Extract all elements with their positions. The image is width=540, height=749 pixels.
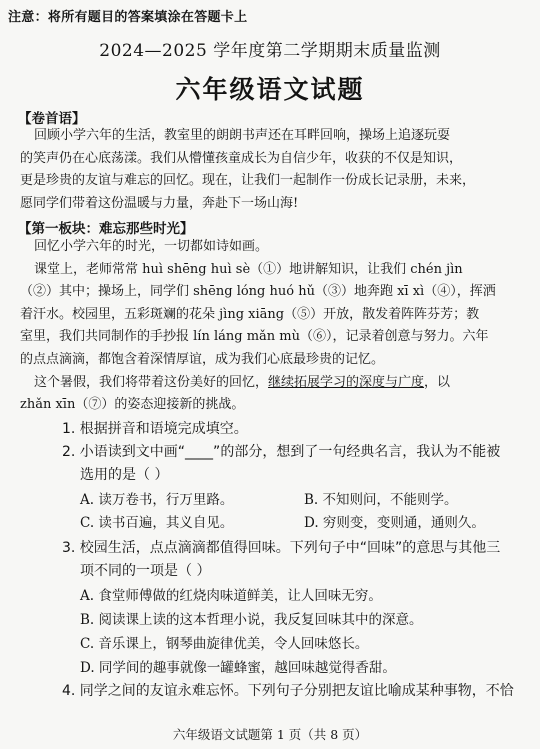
intro-line: 更是珍贵的友谊与难忘的回忆。现在，让我们一起制作一份成长记录册，未来， (20, 173, 476, 189)
section-1-line: 室里，我们共同制作的手抄报 lín láng mǎn mù（⑥），记录着创意与努力。六年 (20, 329, 489, 345)
q2-option-c[interactable]: C. 读书百遍，其义自见。 (80, 515, 234, 531)
intro-paragraph (20, 125, 524, 215)
section-1-line: 回忆小学六年的时光，一切都如诗如画。 (34, 239, 269, 254)
q3-option-a[interactable]: A. 食堂师傅做的红烧肉味道鲜美，让人回味无穷。 (80, 588, 382, 604)
question-1: 1. 根据拼音和语境完成填空。 (62, 421, 248, 437)
q3-option-d[interactable]: D. 同学间的趣事就像一罐蜂蜜，越回味越觉得香甜。 (80, 660, 396, 676)
section-1-closing (34, 372, 524, 395)
section-1-paragraph (20, 236, 524, 417)
answer-notice: 注意：将所有题目的答案填涂在答题卡上 (8, 10, 248, 25)
question-2-stem-cont: 选用的是（ ） (80, 467, 169, 483)
section-1-line: 的点点滴滴，都饱含着深情厚谊，成为我们心底最珍贵的记忆。 (20, 351, 385, 367)
question-3 (62, 537, 524, 583)
question-2 (62, 441, 524, 487)
q2-option-b[interactable]: B. 不知则问，不能则学。 (304, 492, 458, 508)
intro-heading: 【卷首语】 (18, 111, 86, 127)
closing-text: 这个暑假，我们将带着这份美好的回忆， (34, 374, 269, 390)
question-3-stem: 3. 校园生活，点点滴滴都值得回味。下列句子中“回味”的意思与其他三 (62, 540, 501, 556)
exam-title: 2024—2025 学年度第二学期期末质量监测 (99, 41, 441, 61)
q2-option-d[interactable]: D. 穷则变，变则通，通则久。 (304, 515, 485, 531)
q3-option-c[interactable]: C. 音乐课上，钢琴曲旋律优美，令人回味悠长。 (80, 636, 369, 652)
question-4-stem: 4. 同学之间的友谊永难忘怀。下列句子分别把友谊比喻成某种事物，不恰 (62, 683, 514, 699)
page-footer: 六年级语文试题第 1 页（共 8 页） (172, 727, 368, 742)
question-2-stem: 2. 小语读到文中画“____”的部分，想到了一句经典名言，我认为不能被 (62, 444, 501, 460)
section-1-line: （②）其中；操场上，同学们 shēng lóng huó hǔ（③）地奔跑 xī xì（④），挥洒 (20, 284, 496, 300)
intro-line: 回顾小学六年的生活，教室里的朗朗书声还在耳畔回响，操场上追逐玩耍 (34, 128, 451, 143)
section-1-heading: 【第一板块：难忘那些时光】 (18, 221, 194, 237)
section-1-line: 课堂上，老师常常 huì shēng huì sè（①）地讲解知识，让我们 chén jìn (34, 261, 463, 277)
page-title: 六年级语文试题 (175, 75, 365, 104)
underlined-phrase: 继续拓展学习的深度与广度 (268, 374, 425, 390)
intro-line: 愿同学们带着这份温暖与力量，奔赴下一场山海! (20, 195, 299, 211)
q2-option-a[interactable]: A. 读万卷书，行万里路。 (80, 492, 234, 508)
q3-option-b[interactable]: B. 阅读课上读的这本哲理小说，我反复回味其中的深意。 (80, 612, 423, 628)
question-3-stem-cont: 项不同的一项是（ ） (80, 563, 211, 579)
section-1-closing-line: zhǎn xīn（⑦）的姿态迎接新的挑战。 (20, 397, 245, 413)
closing-text: ，以 (424, 374, 451, 390)
question-4 (62, 680, 524, 726)
section-1-line: 着汗水。校园里，五彩斑斓的花朵 jìng xiāng（⑤）开放，散发着阵阵芬芳；教 (20, 306, 480, 322)
intro-line: 的笑声仍在心底荡漾。我们从懵懂孩童成长为自信少年，收获的不仅是知识， (20, 150, 463, 166)
